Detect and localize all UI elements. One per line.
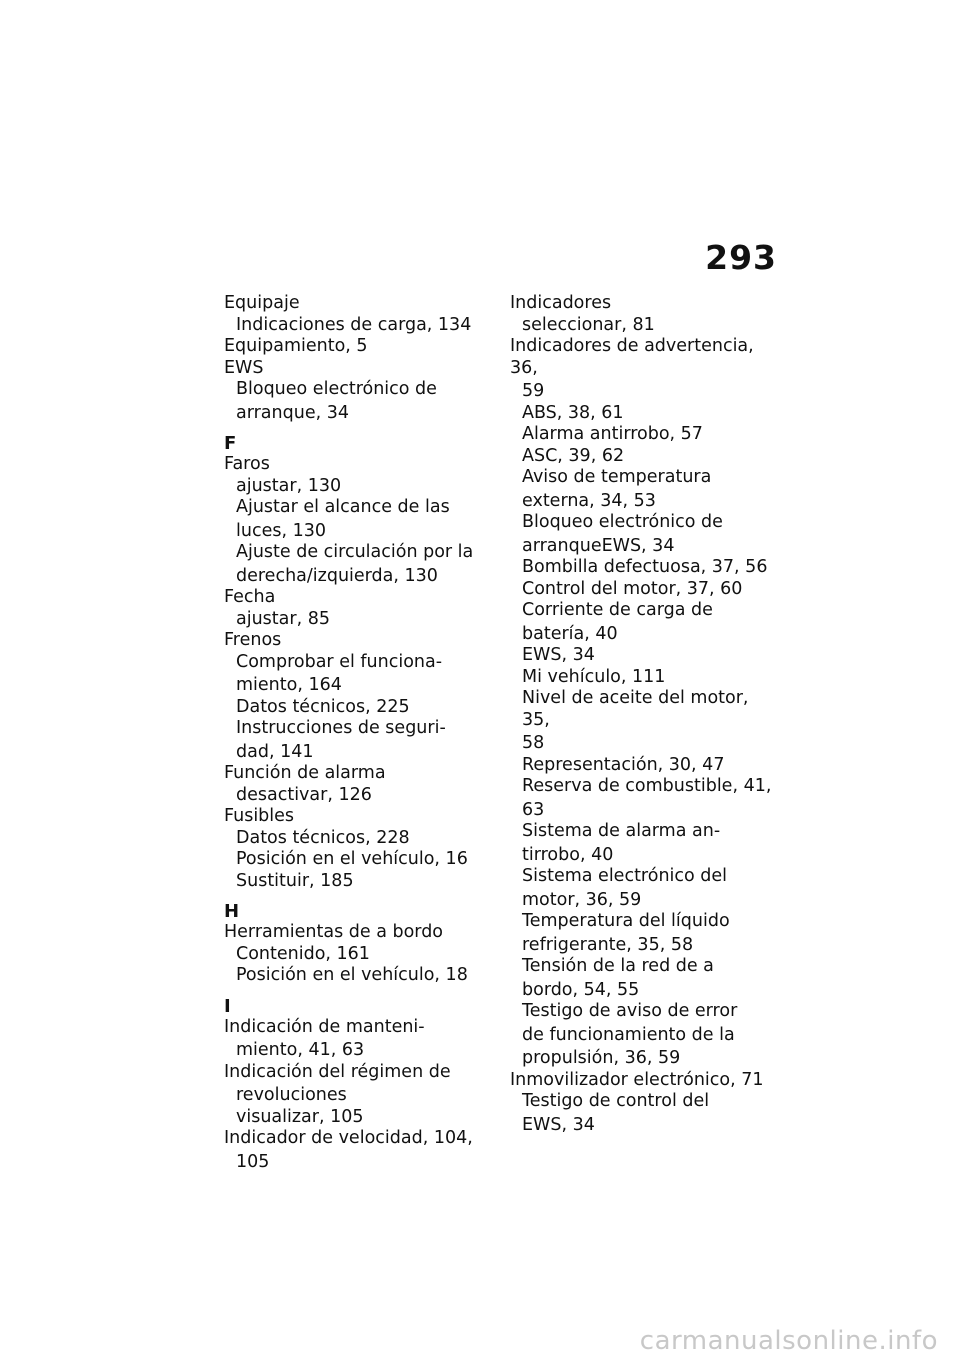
index-column-right	[510, 293, 780, 1136]
index-subentry: desactivar, 126	[236, 784, 372, 805]
index-entry-herramientas: Herramientas de a bordo	[224, 922, 444, 942]
index-entry-equipamiento: Equipamiento, 5	[224, 336, 368, 356]
index-subentry: visualizar, 105	[236, 1106, 364, 1127]
index-entry-indicacion-mantenimiento: Indicación de manteni-	[224, 1016, 425, 1037]
index-entry-fecha: Fecha	[224, 587, 276, 607]
index-subentry-continued: luces, 130	[236, 520, 326, 541]
index-subentry-continued: propulsión, 36, 59	[522, 1048, 681, 1068]
page-number: 293	[705, 238, 777, 277]
index-subentry: ASC, 39, 62	[522, 445, 625, 466]
index-entry-faros: Faros	[224, 454, 270, 474]
index-subentry: Alarma antirrobo, 57	[522, 424, 703, 444]
index-subentry-continued: arranqueEWS, 34	[522, 535, 675, 556]
index-subentry-continued: arranque, 34	[236, 402, 349, 423]
index-subentry-continued: externa, 34, 53	[522, 490, 656, 511]
index-entry-indicador-velocidad: Indicador de velocidad, 104,	[224, 1128, 473, 1148]
index-subentry: ABS, 38, 61	[522, 402, 624, 423]
index-entry-continued: revoluciones	[236, 1085, 347, 1105]
index-subentry: Posición en el vehículo, 18	[236, 965, 468, 985]
index-subentry: Sustituir, 185	[236, 870, 354, 891]
index-subentry: ajustar, 130	[236, 475, 342, 496]
index-subentry-continued: motor, 36, 59	[522, 889, 642, 910]
index-subentry: EWS, 34	[522, 645, 595, 665]
index-subentry: Bloqueo electrónico de	[236, 379, 437, 399]
index-entry-funcion-alarma: Función de alarma	[224, 763, 386, 783]
index-entry-fusibles: Fusibles	[224, 806, 295, 826]
index-subentry: Nivel de aceite del motor, 35,	[522, 688, 749, 730]
index-entry-indicadores: Indicadores	[510, 293, 612, 313]
index-subentry: Corriente de carga de	[522, 600, 713, 620]
index-subentry-continued: derecha/izquierda, 130	[236, 565, 438, 586]
index-subentry: ajustar, 85	[236, 608, 330, 629]
index-subentry: Datos técnicos, 225	[236, 696, 410, 717]
index-subentry-continued: 58	[522, 733, 545, 753]
index-subentry: Instrucciones de seguri-	[236, 718, 446, 738]
index-subentry: Aviso de temperatura	[522, 467, 712, 487]
index-subentry: Reserva de combustible, 41,	[522, 776, 772, 796]
index-entry-frenos: Frenos	[224, 630, 282, 650]
index-entry-continued: 105	[236, 1151, 270, 1172]
index-subentry: Ajuste de circulación por la	[236, 542, 474, 562]
index-entry-indicadores-advertencia: Indicadores de advertencia, 36,	[510, 336, 754, 378]
index-subentry: Temperatura del líquido	[522, 911, 730, 931]
index-subentry-continued: dad, 141	[236, 741, 314, 762]
index-subentry-continued: refrigerante, 35, 58	[522, 934, 694, 955]
index-subentry: Testigo de aviso de error	[522, 1001, 738, 1021]
index-subentry: Indicaciones de carga, 134	[236, 314, 472, 335]
index-subentry-continued: tirrobo, 40	[522, 844, 614, 865]
index-subentry: Representación, 30, 47	[522, 754, 725, 775]
index-entry-ews: EWS	[224, 357, 264, 378]
index-entry-indicacion-regimen: Indicación del régimen de	[224, 1061, 451, 1082]
index-column-left	[224, 293, 474, 1173]
index-subentry: Comprobar el funciona-	[236, 651, 443, 672]
index-subentry: Posición en el vehículo, 16	[236, 849, 468, 869]
index-subentry-continued: bordo, 54, 55	[522, 979, 640, 1000]
index-subentry: seleccionar, 81	[522, 314, 655, 335]
index-subentry: Control del motor, 37, 60	[522, 578, 743, 599]
index-subentry: Ajustar el alcance de las	[236, 497, 450, 517]
index-subentry-continued: batería, 40	[522, 623, 618, 644]
index-subentry: Sistema electrónico del	[522, 866, 728, 886]
index-subentry-continued: miento, 164	[236, 675, 342, 695]
index-subentry: Bloqueo electrónico de	[522, 512, 723, 532]
watermark: carmanualsonline.info	[639, 1326, 938, 1356]
index-subentry: Mi vehículo, 111	[522, 666, 666, 687]
index-subentry: Bombilla defectuosa, 37, 56	[522, 557, 768, 577]
index-subentry: Tensión de la red de a	[522, 956, 714, 976]
index-subentry: Testigo de control del	[522, 1091, 710, 1111]
index-subentry: Contenido, 161	[236, 943, 370, 964]
index-subentry-continued: de funcionamiento de la	[522, 1024, 735, 1045]
index-entry-equipaje: Equipaje	[224, 293, 300, 313]
index-subentry: Datos técnicos, 228	[236, 827, 410, 848]
section-letter-i: I	[224, 995, 231, 1017]
index-entry-inmovilizador: Inmovilizador electrónico, 71	[510, 1069, 764, 1090]
index-subentry-continued: EWS, 34	[522, 1114, 595, 1135]
index-subentry: Sistema de alarma an-	[522, 821, 721, 841]
index-entry-continued: 59	[522, 381, 545, 401]
index-entry-continued: miento, 41, 63	[236, 1040, 365, 1060]
index-subentry-continued: 63	[522, 799, 545, 820]
section-letter-h: H	[224, 901, 240, 922]
section-letter-f: F	[224, 433, 237, 454]
